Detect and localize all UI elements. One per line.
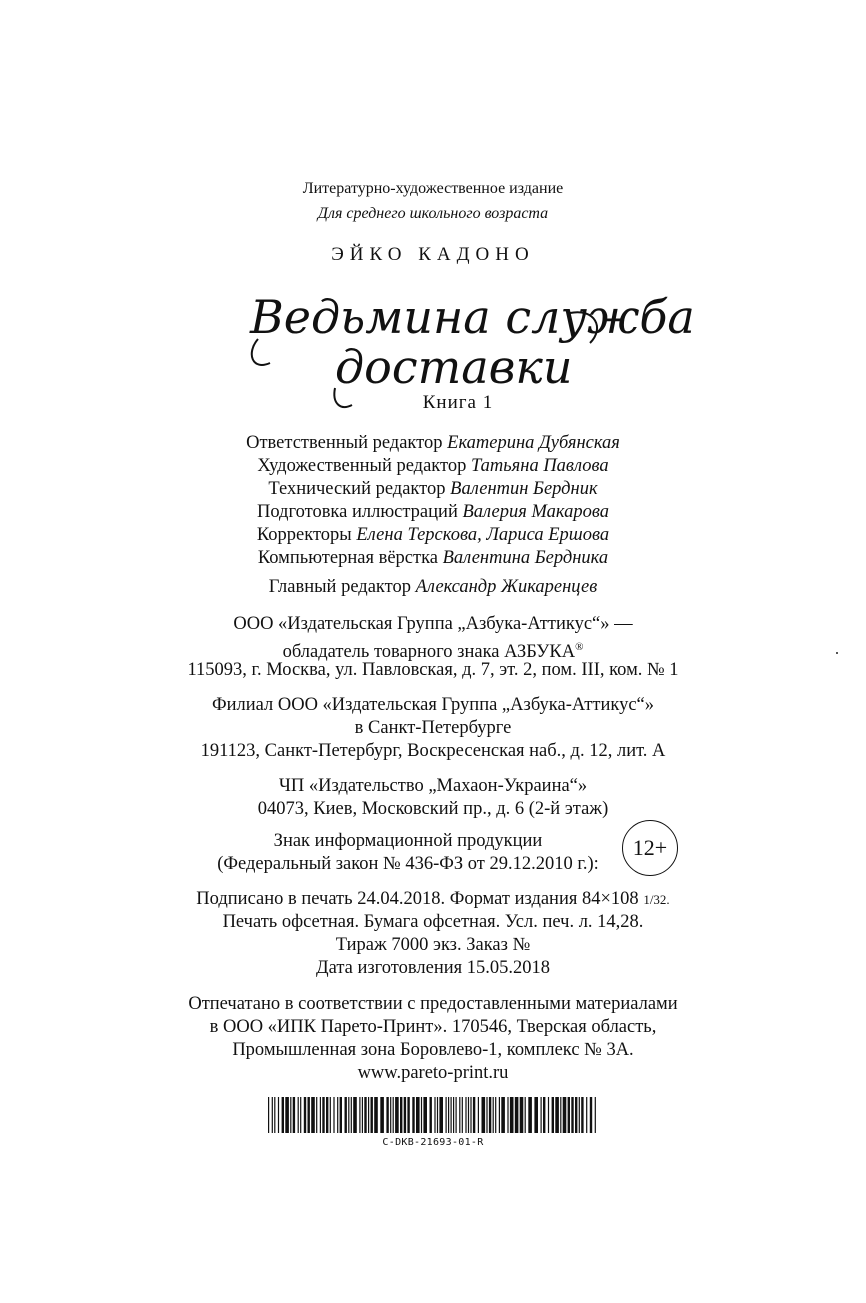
barcode-bar	[560, 1097, 561, 1133]
barcode-bar	[285, 1097, 289, 1133]
credit-row	[0, 524, 866, 547]
credit-role: Технический редактор	[268, 479, 446, 499]
barcode-bar	[298, 1097, 299, 1133]
barcode-bar	[451, 1097, 452, 1133]
barcode-bar	[520, 1097, 524, 1133]
barcode-bar	[568, 1097, 570, 1133]
branch-line-1: Филиал ООО «Издательская Группа „Азбука-Аттикус“»	[211, 695, 655, 715]
barcode-bar	[416, 1097, 420, 1133]
barcode-bar	[351, 1097, 352, 1133]
branch-line-2: в Санкт-Петербурге	[354, 718, 512, 738]
barcode-bar	[308, 1097, 310, 1133]
credit-row	[0, 478, 866, 501]
format-fraction: 1/32.	[643, 892, 670, 907]
barcode-bar	[590, 1097, 592, 1133]
barcode-bar	[386, 1097, 388, 1133]
barcode-bar	[300, 1097, 301, 1133]
chief-editor-name: Александр Жикаренцев	[415, 577, 598, 597]
credit-name: Валентина Бердника	[442, 548, 609, 568]
publisher-trademark-text: обладатель товарного знака АЗБУКА	[282, 642, 576, 663]
barcode-bar	[501, 1097, 505, 1133]
barcode-bar	[478, 1097, 479, 1133]
credit-name: Татьяна Павлова	[471, 456, 609, 476]
barcode-bar	[495, 1097, 496, 1133]
info-sign-line-2: (Федеральный закон № 436-ФЗ от 29.12.2010 г.):	[217, 854, 599, 874]
credit-role: Компьютерная вёрстка	[257, 548, 438, 568]
barcode-bar	[563, 1097, 567, 1133]
chief-editor-row	[0, 576, 866, 599]
barcode-bar	[278, 1097, 279, 1133]
barcode-bar	[499, 1097, 500, 1133]
barcode-bar	[400, 1097, 402, 1133]
barcode-bar	[322, 1097, 324, 1133]
barcode-bar	[404, 1097, 406, 1133]
barcode-bar	[362, 1097, 363, 1133]
ukraine-address: 04073, Киев, Московский пр., д. 6 (2-й этаж)	[257, 799, 609, 819]
barcode-bar	[311, 1097, 315, 1133]
chief-editor-role: Главный редактор	[268, 577, 411, 597]
barcode-bar	[459, 1097, 460, 1133]
credit-role: Подготовка иллюстраций	[256, 502, 458, 522]
barcode-bar	[462, 1097, 463, 1133]
barcode-bar	[515, 1097, 519, 1133]
barcode-bar	[337, 1097, 338, 1133]
publisher-address: 115093, г. Москва, ул. Павловская, д. 7, эт. 2, пом. III, ком. № 1	[187, 660, 679, 680]
barcode-bar	[293, 1097, 295, 1133]
print-info-line-4: Дата изготовления 15.05.2018	[315, 958, 551, 978]
barcode-bar	[364, 1097, 366, 1133]
barcode-bar	[555, 1097, 559, 1133]
credit-role: Художественный редактор	[257, 456, 467, 476]
barcode-bar	[489, 1097, 491, 1133]
barcode-bar	[470, 1097, 471, 1133]
barcode-bar	[368, 1097, 369, 1133]
credit-name: Валентин Бердник	[450, 479, 598, 499]
barcode-bar	[446, 1097, 447, 1133]
print-signed-format: Подписано в печать 24.04.2018. Формат издания 84×108	[196, 889, 639, 909]
barcode-bar	[548, 1097, 549, 1133]
barcode-bar	[465, 1097, 466, 1133]
barcode-bar	[468, 1097, 469, 1133]
barcode-bar	[333, 1097, 334, 1133]
barcode-bar	[274, 1097, 275, 1133]
barcode-bar	[507, 1097, 508, 1133]
barcode-bar	[510, 1097, 514, 1133]
barcode-bar	[320, 1097, 321, 1133]
credit-role: Корректоры	[256, 525, 352, 545]
barcode-bar	[390, 1097, 391, 1133]
barcode-bar	[374, 1097, 378, 1133]
edition-type: Литературно-художественное издание	[302, 180, 564, 197]
printer-line-2: в ООО «ИПК Парето-Принт». 170546, Тверская область,	[209, 1017, 657, 1037]
title-line-2: доставки	[335, 340, 573, 394]
barcode-bar	[340, 1097, 342, 1133]
printer-website: www.pareto-print.ru	[357, 1063, 509, 1083]
barcode-bar	[268, 1097, 269, 1133]
barcode-bar	[528, 1097, 532, 1133]
printer-line-1: Отпечатано в соответствии с предоставленными материалами	[188, 994, 678, 1014]
age-rating-badge: 12+	[622, 820, 678, 876]
barcode-bar	[552, 1097, 554, 1133]
print-info-line-2: Печать офсетная. Бумага офсетная. Усл. печ. л. 14,28.	[222, 912, 644, 932]
barcode-bar	[423, 1097, 427, 1133]
barcode-bar	[581, 1097, 583, 1133]
barcode-bar	[595, 1097, 596, 1133]
barcode-bar	[437, 1097, 438, 1133]
barcode-bar	[326, 1097, 328, 1133]
credit-row	[0, 432, 866, 455]
credit-name: Елена Терскова, Лариса Ершова	[356, 525, 610, 545]
barcode-bar	[482, 1097, 486, 1133]
barcode-bar	[473, 1097, 475, 1133]
barcode-bar	[575, 1097, 577, 1133]
author-name: ЭЙКО КАДОНО	[331, 244, 535, 265]
barcode-bar	[353, 1097, 357, 1133]
barcode-bar	[534, 1097, 538, 1133]
ukraine-publisher: ЧП «Издательство „Махаон-Украина“»	[278, 776, 588, 796]
barcode-bar	[316, 1097, 317, 1133]
book-number: Книга 1	[422, 392, 494, 413]
barcode-code: C-DKB-21693-01-R	[382, 1137, 484, 1148]
barcode-bar	[448, 1097, 449, 1133]
barcode-bar	[579, 1097, 580, 1133]
barcode-bar	[380, 1097, 384, 1133]
credit-row	[0, 501, 866, 524]
barcode-bar	[486, 1097, 487, 1133]
barcode-bar	[430, 1097, 432, 1133]
barcode-bar	[525, 1097, 526, 1133]
barcode-bar	[407, 1097, 409, 1133]
credit-row	[0, 455, 866, 478]
credit-role: Ответственный редактор	[246, 433, 443, 453]
barcode-bar	[434, 1097, 435, 1133]
printer-line-3: Промышленная зона Боровлево-1, комплекс № 3А.	[232, 1040, 634, 1060]
registered-mark: ®	[575, 641, 584, 653]
barcode	[268, 1097, 598, 1133]
barcode-bar	[456, 1097, 457, 1133]
edge-speck	[836, 652, 838, 654]
barcode-bar	[371, 1097, 373, 1133]
barcode-bar	[453, 1097, 454, 1133]
barcode-bar	[290, 1097, 291, 1133]
barcode-bar	[272, 1097, 273, 1133]
barcode-bar	[439, 1097, 443, 1133]
barcode-bar	[345, 1097, 347, 1133]
barcode-bar	[348, 1097, 349, 1133]
barcode-bar	[304, 1097, 306, 1133]
barcode-bar	[393, 1097, 394, 1133]
barcode-bar	[543, 1097, 545, 1133]
credit-row	[0, 547, 866, 570]
barcode-bar	[395, 1097, 399, 1133]
credit-name: Валерия Макарова	[462, 502, 609, 522]
print-info-line-1	[0, 888, 866, 911]
barcode-bar	[586, 1097, 587, 1133]
barcode-bar	[493, 1097, 494, 1133]
barcode-bar	[282, 1097, 284, 1133]
barcode-bar	[541, 1097, 542, 1133]
branch-address: 191123, Санкт-Петербург, Воскресенская наб., д. 12, лит. А	[200, 741, 666, 761]
barcode-bar	[359, 1097, 360, 1133]
info-sign-line-1: Знак информационной продукции	[273, 831, 543, 851]
credit-name: Екатерина Дубянская	[447, 433, 620, 453]
barcode-bar	[571, 1097, 573, 1133]
barcode-bar	[421, 1097, 422, 1133]
title-line-1: Ведьмина служба	[250, 290, 695, 344]
audience-note: Для среднего школьного возраста	[317, 205, 549, 222]
print-info-line-3: Тираж 7000 экз. Заказ №	[335, 935, 531, 955]
publisher-line-1: ООО «Издательская Группа „Азбука-Аттикус“» —	[233, 614, 633, 634]
barcode-bar	[412, 1097, 414, 1133]
barcode-bar	[330, 1097, 331, 1133]
